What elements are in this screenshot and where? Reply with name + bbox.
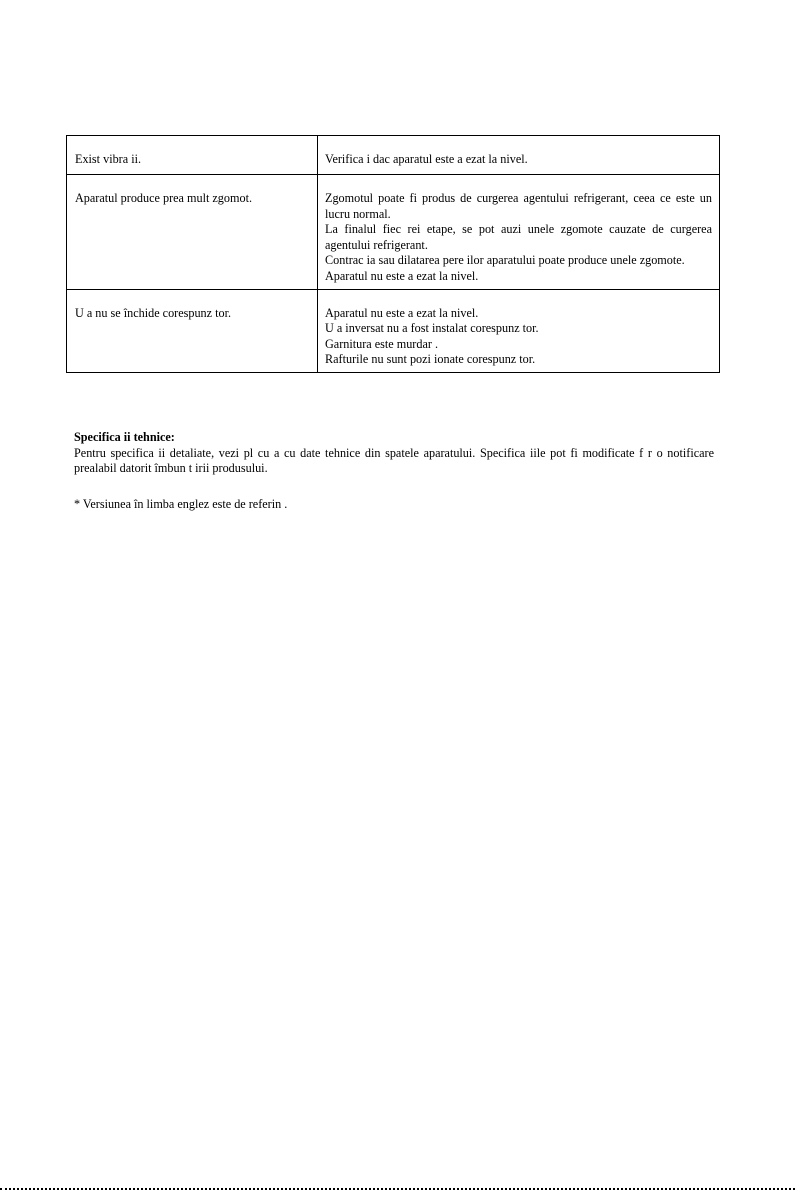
solution-line: La finalul fiec rei etape, se pot auzi unele zgomote cauzate de curgerea agentului refrigerant. [325, 222, 712, 252]
specifications-text: Pentru specifica ii detaliate, vezi pl cu a cu date tehnice din spatele aparatului. Specifica iile pot fi modificate f r o notificare prealabil datorit îmbun t irii produsului. [74, 445, 714, 476]
table-row [67, 175, 720, 290]
solution-cell [318, 136, 720, 175]
problem-text: U a nu se închide corespunz tor. [75, 305, 232, 320]
troubleshooting-table [66, 135, 720, 373]
solution-line: U a inversat nu a fost instalat corespunz tor. [325, 321, 539, 336]
language-note: * Versiunea în limba englez este de referin . [74, 497, 288, 511]
solution-line: Rafturile nu sunt pozi ionate corespunz tor. [325, 352, 536, 367]
problem-text: Exist vibra ii. [75, 152, 142, 166]
solution-line: Garnitura este murdar . [325, 336, 439, 351]
problem-cell [67, 175, 318, 290]
solution-line: Aparatul nu este a ezat la nivel. [325, 305, 479, 320]
solution-line: Zgomotul poate fi produs de curgerea agentului refrigerant, ceea ce este un lucru normal. [325, 191, 712, 221]
table-row [67, 136, 720, 175]
solution-cell [318, 175, 720, 290]
problem-cell [67, 136, 318, 175]
problem-cell [67, 289, 318, 372]
table-row [67, 289, 720, 372]
solution-cell [318, 289, 720, 372]
specifications-heading: Specifica ii tehnice: [74, 430, 175, 444]
solution-line: Aparatul nu este a ezat la nivel. [325, 268, 479, 283]
solution-line: Verifica i dac aparatul este a ezat la nivel. [325, 152, 528, 166]
problem-text: Aparatul produce prea mult zgomot. [75, 191, 252, 205]
technical-specifications [74, 430, 714, 477]
page-bottom-border [0, 1188, 795, 1190]
solution-line: Contrac ia sau dilatarea pere ilor aparatului poate produce unele zgomote. [325, 253, 685, 268]
